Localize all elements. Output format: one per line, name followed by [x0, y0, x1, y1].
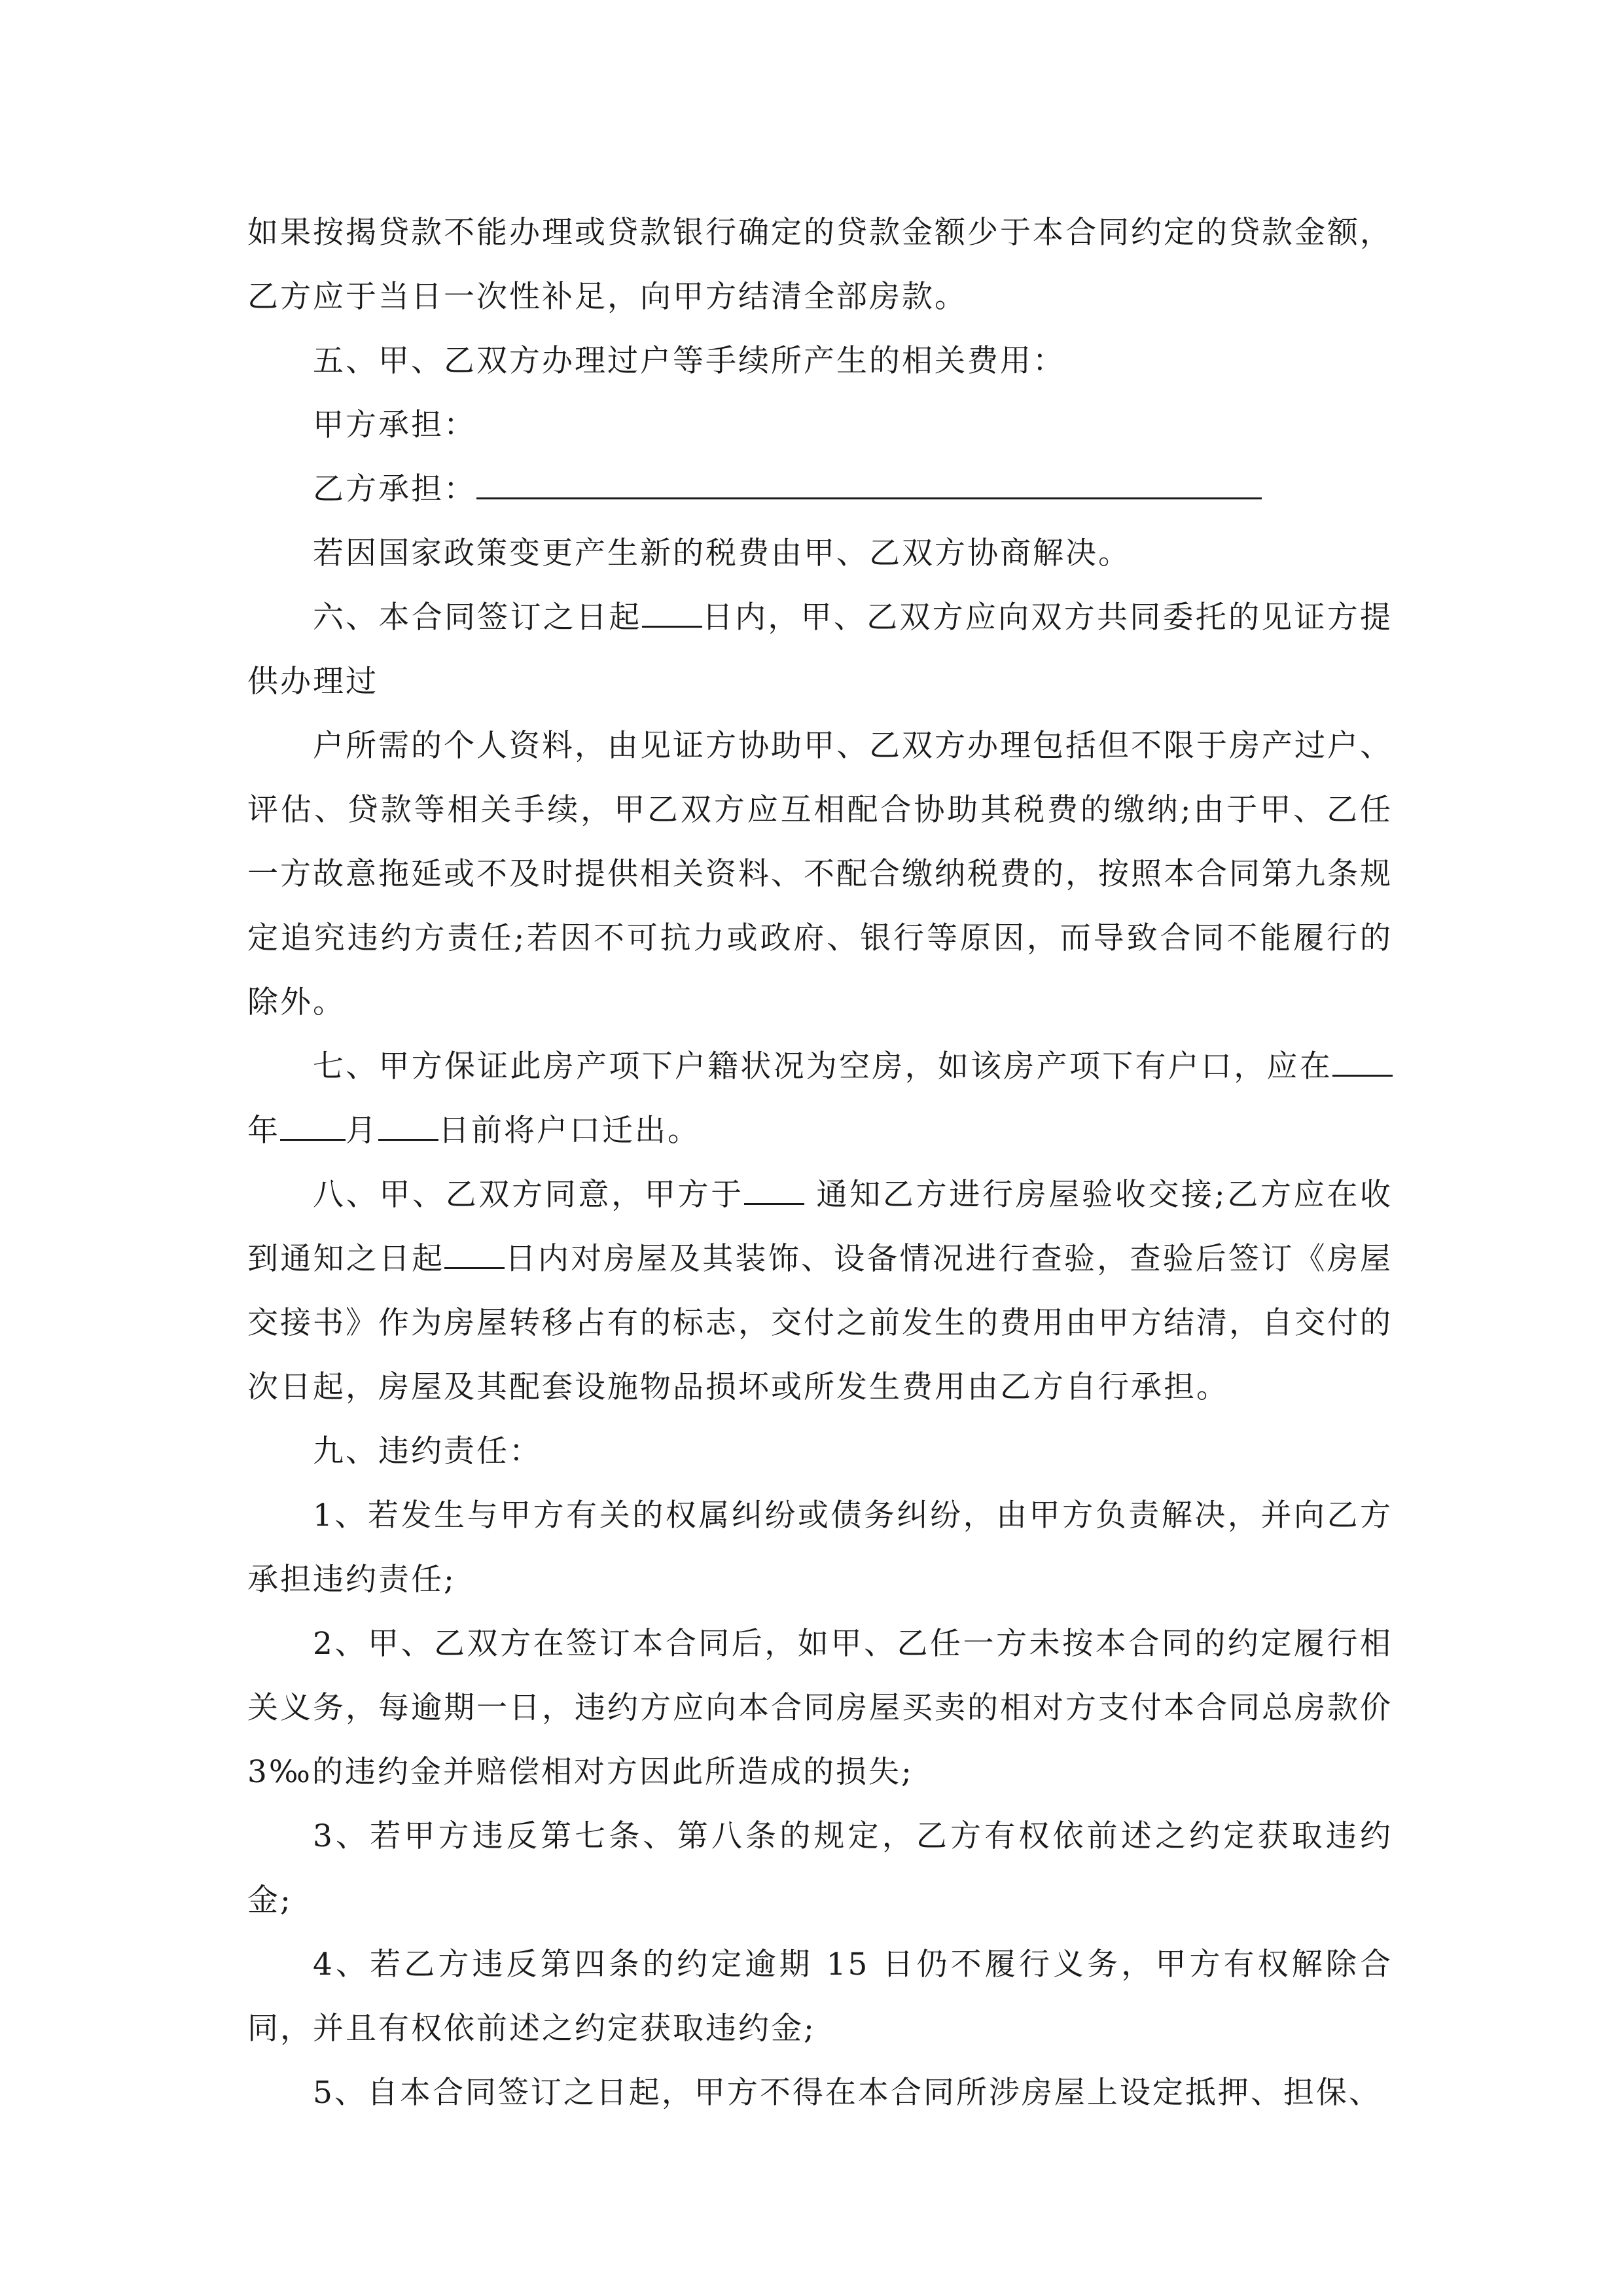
- paragraph-liability-1: 1、若发生与甲方有关的权属纠纷或债务纠纷，由甲方负责解决，并向乙方承担违约责任;: [247, 1498, 1393, 1598]
- clause-6-days-blank: [642, 600, 702, 628]
- clause-7-text-a: 七、甲方保证此房产项下户籍状况为空房，如该房产项下有户口，应在: [313, 1049, 1332, 1085]
- clause-7-day-blank: [378, 1113, 438, 1141]
- clause-7-text-d: 日前将户口迁出。: [438, 1113, 700, 1149]
- paragraph-liability-5: 5、自本合同签订之日起，甲方不得在本合同所涉房屋上设定抵押、担保、: [313, 2075, 1382, 2111]
- party-b-bears-blank-line: [476, 471, 1262, 499]
- paragraph-clause-8: [247, 1163, 1393, 1420]
- paragraph-clause-6: [247, 586, 1393, 714]
- party-b-bears-label: 乙方承担：: [313, 471, 476, 507]
- paragraph-clause-5-heading: 五、甲、乙双方办理过户等手续所产生的相关费用：: [313, 343, 1065, 379]
- clause-8-text-c: 日内对房屋及其装饰、设备情况进行查验，查验后签订《房屋交接书》作为房屋转移占有的标志，交付之前发生的费用由甲方结清，自交付的次日起，房屋及其配套设施物品损坏或所发生费用由乙方自行承担。: [247, 1241, 1393, 1405]
- clause-8-text-a: 八、甲、乙双方同意，甲方于: [313, 1177, 744, 1213]
- clause-7-month-label: 月: [346, 1113, 378, 1149]
- paragraph-liability-2: 2、甲、乙双方在签订本合同后，如甲、乙任一方未按本合同的约定履行相关义务，每逾期一日，违约方应向本合同房屋买卖的相对方支付本合同总房款价3‰的违约金并赔偿相对方因此所造成的损失;: [247, 1626, 1393, 1790]
- clause-8-days-blank: [444, 1241, 505, 1269]
- clause-7-year-blank: [1332, 1049, 1393, 1077]
- paragraph-clause-9-heading: 九、违约责任：: [313, 1433, 542, 1469]
- paragraph-party-b-bears: [247, 457, 1393, 522]
- paragraph-policy-change: 若因国家政策变更产生新的税费由甲、乙双方协商解决。: [313, 535, 1131, 571]
- clause-7-month-blank: [280, 1113, 346, 1141]
- clause-8-date-blank: [744, 1177, 804, 1205]
- clause-8-text-b: 通知乙方进行房屋验收交接;乙方应在收到通知之日起: [247, 1177, 1393, 1277]
- clause-6-text-a: 六、本合同签订之日起: [313, 600, 642, 636]
- document-body: [247, 201, 1393, 2125]
- paragraph-liability-4: 4、若乙方违反第四条的约定逾期 15 日仍不履行义务，甲方有权解除合同，并且有权依前述之约定获取违约金;: [247, 1946, 1393, 2047]
- paragraph-liability-3: 3、若甲方违反第七条、第八条的规定，乙方有权依前述之约定获取违约金;: [247, 1818, 1393, 1918]
- clause-7-year-label: 年: [247, 1113, 280, 1149]
- paragraph-party-a-bears: 甲方承担：: [313, 407, 476, 443]
- clause-6-text-b: 日内，甲、乙双方应向双方共同委托的见证方提供办理过: [247, 600, 1393, 700]
- paragraph-clause-6-continued: 户所需的个人资料，由见证方协助甲、乙双方办理包括但不限于房产过户、评估、贷款等相关手续，甲乙双方应互相配合协助其税费的缴纳;由于甲、乙任一方故意拖延或不及时提供相关资料、不配合缴纳税费的，按照本合同第九条规定追究违约方责任;若因不可抗力或政府、银行等原因，而导致合同不能履行的除外。: [247, 728, 1393, 1020]
- paragraph-clause-7: [247, 1035, 1393, 1163]
- paragraph-loan-shortfall: 如果按揭贷款不能办理或贷款银行确定的贷款金额少于本合同约定的贷款金额，乙方应于当日一次性补足，向甲方结清全部房款。: [247, 215, 1393, 315]
